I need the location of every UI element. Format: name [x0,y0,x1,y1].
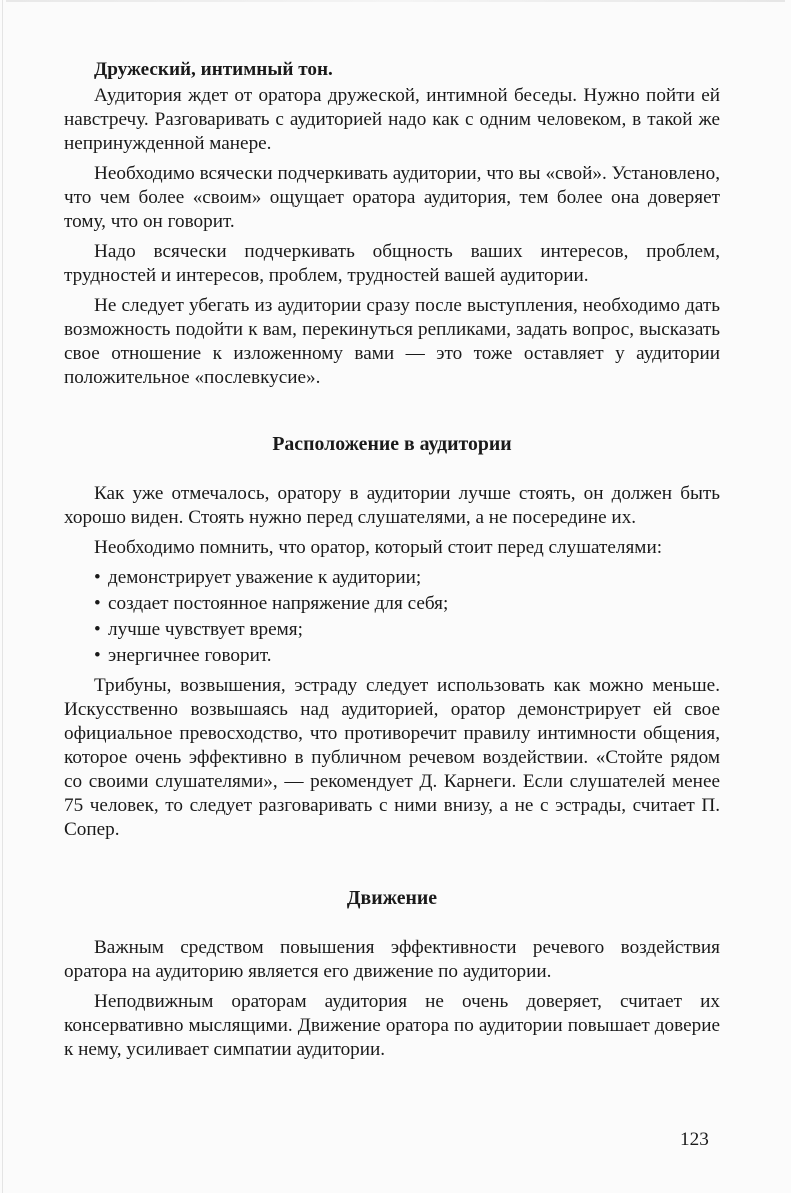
section-heading-placement: Расположение в аудитории [272,433,512,455]
paragraph: Аудитория ждет от оратора дружеской, интимной беседы. Нужно пойти ей навстречу. Разговаривать с аудиторией надо как с одним человеком, в такой же непринужденной манере. [64,85,720,154]
bullet-text: создает постоянное напряжение для себя; [108,593,449,614]
bullet-icon: • [94,645,101,666]
section-heading-movement: Движение [346,887,438,909]
paragraph: Неподвижным ораторам аудитория не очень доверяет, считает их консервативно мыслящими. Движение оратора по аудитории повышает доверие к нему, усиливает симпатии аудитории. [64,991,720,1060]
bullet-text: лучше чувствует время; [108,619,303,640]
paragraph: Как уже отмечалось, оратору в аудитории лучше стоять, он должен быть хорошо виден. Стоять нужно перед слушателями, а не посередине их. [64,483,720,528]
paragraph: Надо всячески подчеркивать общность ваших интересов, проблем, трудностей и интересов, проблем, трудностей вашей аудитории. [64,241,720,286]
paragraph: Трибуны, возвышения, эстраду следует использовать как можно меньше. Искусственно возвышаясь над аудиторией, оратор демонстрирует ей свое официальное превосходство, что противоречит правилу интимности общения, которое очень эффективно в публичном речевом воздействии. «Стойте рядом со своими слушателями», — рекомендует Д. Карнеги. Если слушателей менее 75 человек, то следует разговаривать с ними внизу, а не с эстрады, считает П. Сопер. [64,675,720,840]
paragraph: Не следует убегать из аудитории сразу после выступления, необходимо дать возможность подойти к вам, перекинуться репликами, задать вопрос, высказать свое отношение к изложенному вами — это тоже оставляет у аудитории положительное «послевкусие». [64,295,720,388]
bullet-text: энергичнее говорит. [108,645,272,666]
bullet-item [64,566,720,590]
bullet-item [64,618,720,642]
section-heading-friendly-tone: Дружеский, интимный тон. [94,59,333,80]
bullet-icon: • [94,567,101,588]
paragraph: Необходимо всячески подчеркивать аудитории, что вы «свой». Установлено, что чем более «своим» ощущает оратора аудитория, тем более она доверяет тому, что он говорит. [64,163,720,232]
scan-edge-top [6,0,785,2]
bullet-icon: • [94,619,101,640]
bullet-item [64,644,720,668]
spacer [64,456,720,482]
bullet-item [64,592,720,616]
spacer [64,396,720,432]
paragraph: Важным средством повышения эффективности речевого воздействия оратора на аудиторию является его движение по аудитории. [64,937,720,982]
bullet-list [64,566,720,668]
paragraph: Необходимо помнить, что оратор, который стоит перед слушателями: [94,537,663,558]
bullet-text: демонстрирует уважение к аудитории; [108,567,422,588]
spacer [64,848,720,886]
bullet-icon: • [94,593,101,614]
page-number: 123 [680,1129,709,1150]
text-column [64,58,720,1068]
spacer [64,910,720,936]
scan-edge-left [2,0,3,1193]
